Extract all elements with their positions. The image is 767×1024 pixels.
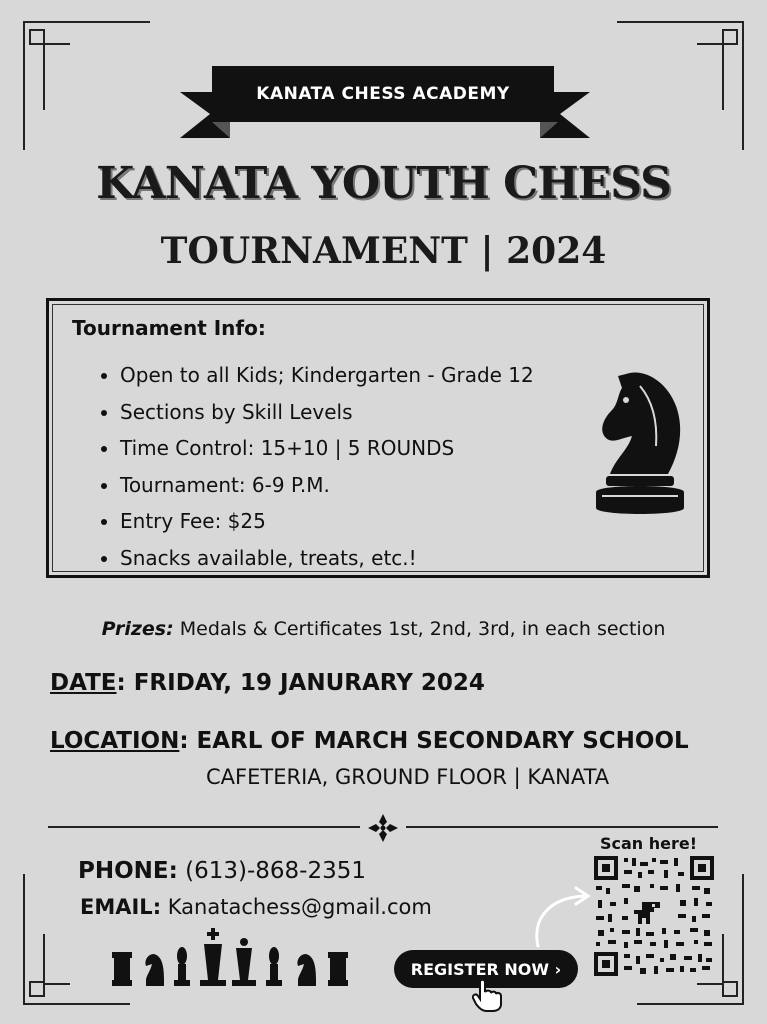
scan-caption: Scan here! — [600, 834, 698, 853]
knight-icon-2 — [297, 954, 316, 986]
phone-line — [78, 858, 366, 884]
corner-ornament-top-left — [0, 0, 160, 160]
pointer-hand-icon — [472, 978, 502, 1012]
rook-icon — [112, 952, 132, 986]
divider-ornament-icon — [366, 812, 400, 844]
queen-icon — [232, 938, 256, 986]
date-value: : FRIDAY, 19 JANURARY 2024 — [116, 670, 485, 696]
list-item: • Sections by Skill Levels — [120, 394, 534, 431]
location-sub: CAFETERIA, GROUND FLOOR | KANATA — [206, 765, 610, 789]
king-icon — [200, 928, 226, 986]
register-now-button[interactable]: REGISTER NOW › — [394, 950, 578, 988]
info-heading: Tournament Info: — [72, 316, 266, 340]
qr-code[interactable] — [594, 856, 714, 976]
date-label: DATE — [50, 670, 117, 696]
bishop-icon — [174, 947, 190, 986]
list-item: • Tournament: 6-9 P.M. — [120, 467, 534, 504]
curved-arrow-icon — [526, 880, 596, 950]
phone-number[interactable]: (613)-868-2351 — [177, 858, 367, 884]
list-item: • Snacks available, treats, etc.! — [120, 540, 534, 577]
chess-pieces-row — [108, 926, 352, 990]
prizes-label: Prizes: — [101, 618, 174, 640]
phone-label: PHONE: — [78, 858, 178, 884]
bishop-icon-2 — [266, 947, 282, 986]
email-label: EMAIL: — [80, 895, 162, 919]
page-subtitle: TOURNAMENT | 2024 — [160, 230, 607, 272]
divider-left — [48, 826, 360, 828]
chess-knight-icon — [588, 366, 688, 522]
list-item: • Time Control: 15+10 | 5 ROUNDS — [120, 430, 534, 467]
email-line — [80, 895, 432, 919]
date-line — [50, 670, 485, 696]
location-label: LOCATION — [50, 728, 180, 754]
prizes-line — [0, 618, 767, 640]
email-address[interactable]: Kanatachess@gmail.com — [161, 895, 432, 919]
list-item: • Entry Fee: $25 — [120, 503, 534, 540]
location-line — [50, 728, 689, 754]
divider-right — [406, 826, 718, 828]
location-value: : EARL OF MARCH SECONDARY SCHOOL — [179, 728, 689, 754]
corner-ornament-top-right — [607, 0, 767, 160]
page-title: KANATA YOUTH CHESS — [96, 158, 671, 209]
knight-icon — [145, 954, 164, 986]
info-list — [100, 357, 534, 576]
prizes-text: Medals & Certificates 1st, 2nd, 3rd, in each section — [173, 618, 666, 640]
academy-banner: KANATA CHESS ACADEMY — [212, 66, 554, 122]
rook-icon-2 — [328, 952, 348, 986]
list-item: • Open to all Kids; Kindergarten - Grade 12 — [120, 357, 534, 394]
